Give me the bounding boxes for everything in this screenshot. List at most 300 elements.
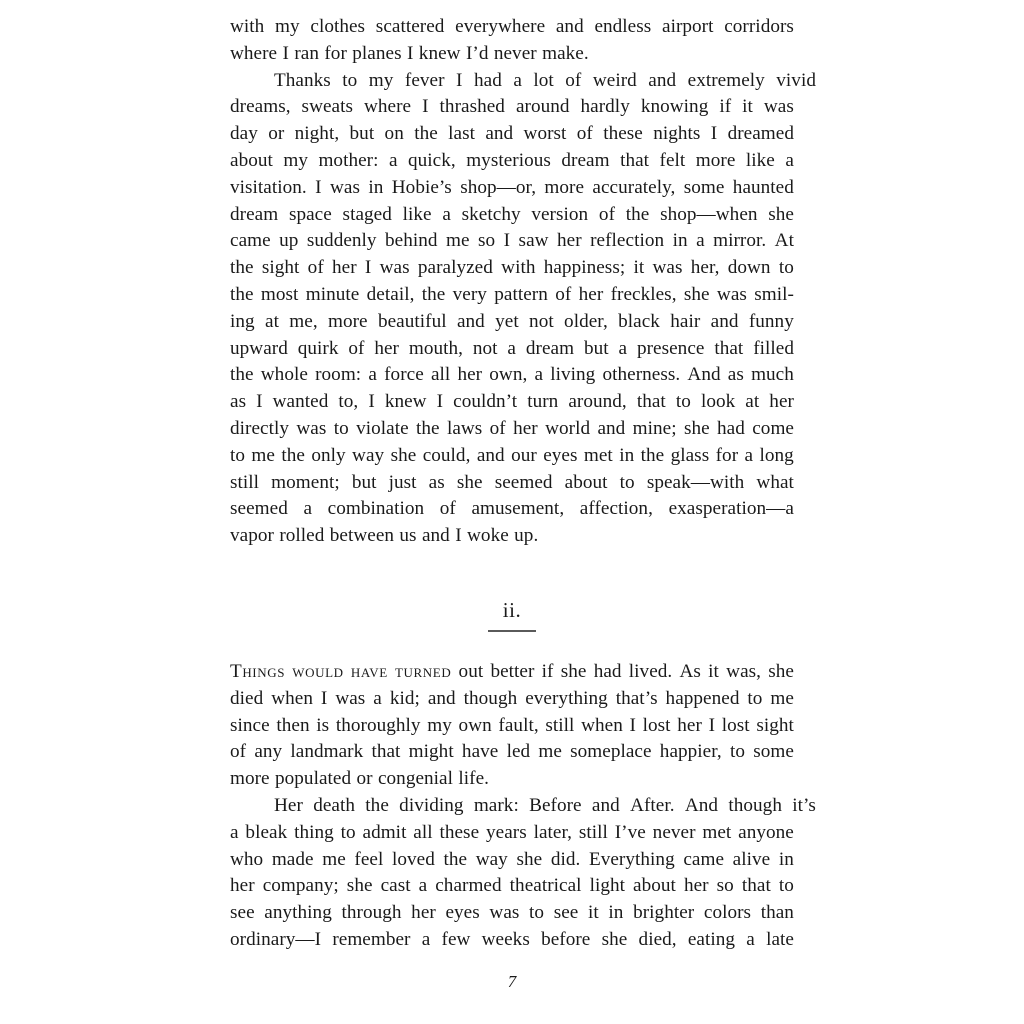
word: everywhere — [455, 16, 546, 37]
word: led — [506, 741, 531, 763]
text-line — [230, 309, 794, 336]
word: mother: — [318, 150, 379, 171]
word: though — [728, 795, 782, 816]
word: I — [320, 687, 328, 709]
word: and — [456, 310, 485, 332]
word: a — [534, 364, 544, 386]
word: happiness; — [543, 257, 626, 279]
word: like — [745, 150, 775, 171]
word: that — [636, 391, 666, 413]
word: it — [588, 902, 599, 924]
word: about — [633, 875, 676, 897]
word: and — [710, 310, 739, 332]
word: in — [778, 848, 794, 870]
word: and — [555, 16, 584, 37]
word: a — [373, 687, 382, 709]
word: laws — [446, 418, 483, 439]
word: Her — [274, 795, 303, 816]
word: met — [583, 444, 613, 466]
word: she — [683, 284, 710, 305]
word: her — [683, 875, 709, 897]
word: the — [230, 284, 254, 305]
word: eyes — [543, 444, 578, 466]
word: accurately, — [592, 176, 676, 198]
word: sight — [261, 257, 300, 279]
word: anything — [264, 902, 332, 924]
word: shop—or, — [460, 176, 537, 198]
word: never — [493, 42, 537, 64]
word: to — [729, 741, 746, 763]
word: glass — [670, 444, 710, 466]
word: couldn’t — [453, 391, 518, 413]
word: I’ve — [614, 821, 646, 843]
word: cast — [380, 875, 411, 897]
word: mysterious — [466, 150, 551, 171]
word: she — [768, 203, 794, 225]
word: fever — [404, 69, 445, 91]
word: haunted — [732, 176, 794, 198]
word: staged — [342, 203, 392, 225]
word: the — [640, 444, 665, 466]
word: planes — [352, 42, 402, 64]
word: few — [441, 929, 471, 950]
word: alive — [732, 848, 771, 870]
word: when — [271, 687, 313, 709]
word: weird — [592, 69, 637, 91]
word: last — [448, 123, 475, 145]
word: she — [456, 471, 483, 493]
word: congenial — [377, 768, 454, 790]
word: her — [769, 391, 794, 413]
word: quirk — [297, 337, 339, 359]
word: all — [430, 364, 451, 386]
word: what — [756, 471, 794, 493]
word: night, — [294, 123, 340, 145]
word: whole — [260, 364, 308, 386]
word: my — [275, 16, 300, 37]
word: eyes — [445, 902, 480, 924]
word: it — [742, 96, 753, 118]
word: any — [254, 741, 283, 763]
word: vapor — [230, 525, 274, 547]
word: knew — [418, 42, 461, 64]
word: was — [763, 96, 794, 118]
word: company; — [262, 875, 339, 897]
word: to — [340, 821, 356, 843]
word: I — [503, 230, 511, 252]
word: woke — [467, 525, 509, 547]
word: dividing — [399, 795, 464, 816]
word: I — [436, 391, 444, 413]
word: a — [785, 150, 794, 171]
word: and — [427, 687, 456, 709]
word: not — [529, 310, 554, 332]
section-divider-rule — [488, 630, 536, 632]
word: a — [368, 364, 377, 386]
word: extremely — [687, 69, 765, 91]
word: was — [652, 257, 683, 279]
word: the — [421, 284, 446, 305]
word: had — [717, 418, 745, 439]
word: hardly — [580, 96, 630, 118]
word: remember — [332, 929, 411, 950]
word: late — [766, 929, 794, 950]
word: look — [700, 391, 736, 413]
word: her — [578, 284, 604, 305]
word: own — [458, 714, 492, 736]
word: I — [710, 123, 718, 145]
word: beautiful — [377, 310, 447, 332]
word: was — [296, 418, 327, 439]
word: loved — [391, 848, 435, 870]
word: paralyzed — [417, 257, 493, 279]
word: who — [230, 848, 264, 870]
word: turn — [527, 391, 559, 413]
word: some — [683, 176, 725, 198]
word: living — [550, 364, 596, 386]
word: I — [456, 69, 463, 91]
word: dream — [230, 203, 279, 225]
word: a — [618, 337, 628, 359]
word: sketchy — [461, 203, 521, 225]
word: just — [388, 471, 417, 493]
word: it — [633, 257, 645, 279]
word: someplace — [570, 741, 652, 763]
word: I — [422, 96, 429, 118]
word: the — [414, 123, 438, 145]
word: but — [349, 123, 375, 145]
word: suddenly — [306, 230, 377, 252]
word: charmed — [435, 875, 502, 897]
text-line — [252, 793, 816, 820]
word: a — [421, 929, 431, 950]
word: I — [368, 391, 375, 413]
word: up — [279, 230, 299, 252]
word: upward — [230, 337, 288, 359]
word: that — [714, 337, 744, 359]
word: that — [741, 875, 771, 897]
word: Hobie’s — [391, 176, 452, 198]
word: a — [230, 821, 239, 843]
text-line — [230, 336, 794, 363]
word: a — [303, 498, 313, 520]
word: knowing — [640, 96, 709, 118]
word: to — [342, 69, 358, 91]
word: feel — [354, 848, 384, 870]
word: I’d — [465, 42, 489, 64]
word: she — [768, 661, 794, 682]
word: to — [619, 471, 635, 493]
section-break — [230, 596, 794, 632]
word: seemed — [494, 471, 553, 493]
word: make. — [542, 42, 589, 64]
word: a — [418, 875, 428, 897]
word: in — [619, 444, 635, 466]
text-line — [230, 820, 794, 847]
word: mine; — [632, 418, 677, 439]
word: violate — [356, 418, 409, 439]
word: so — [716, 875, 734, 897]
word: more — [695, 150, 736, 171]
word: a — [696, 230, 705, 252]
word: than — [760, 902, 794, 924]
word: hair — [670, 310, 701, 332]
text-line — [230, 416, 794, 443]
word: me — [770, 687, 794, 709]
word: around — [515, 96, 570, 118]
word: thoroughly — [335, 714, 421, 736]
word: As — [679, 661, 701, 682]
word: turned — [394, 661, 452, 682]
word: mark: — [473, 795, 519, 816]
word: like — [402, 203, 432, 225]
word: died, — [638, 929, 677, 950]
word: a — [746, 929, 755, 950]
word: in — [672, 230, 688, 252]
word: a — [513, 69, 522, 91]
word: she — [390, 444, 417, 466]
word: shop—when — [660, 203, 758, 225]
word: did. — [550, 848, 581, 870]
word: have — [461, 741, 499, 763]
word: more — [544, 176, 585, 198]
word: worst — [523, 123, 567, 145]
word: me — [322, 848, 346, 870]
word: And — [687, 364, 721, 386]
word: of — [439, 498, 456, 520]
text-line — [230, 927, 794, 954]
word: light — [589, 875, 626, 897]
word: then — [276, 714, 310, 736]
word: endless — [594, 16, 652, 37]
word: a — [507, 337, 516, 359]
word: of — [598, 203, 616, 225]
word: she — [601, 929, 628, 950]
word: force — [384, 364, 424, 386]
word: never — [652, 821, 696, 843]
word: and — [485, 123, 514, 145]
word: ran — [294, 42, 319, 64]
word: At — [774, 230, 794, 252]
text-line — [230, 739, 794, 766]
word: me — [538, 741, 562, 763]
word: kid; — [389, 687, 420, 709]
word: of — [555, 284, 572, 305]
word: of — [230, 741, 247, 763]
word: pattern — [494, 284, 548, 305]
word: and — [476, 444, 505, 466]
word: was — [379, 257, 410, 279]
word: eating — [687, 929, 736, 950]
text-line — [230, 443, 794, 470]
word: was — [489, 902, 520, 924]
word: could, — [422, 444, 471, 466]
word: ing — [230, 310, 255, 332]
word: in — [608, 902, 624, 924]
word: was, — [726, 661, 762, 682]
word: my — [283, 150, 308, 171]
word: to, — [338, 391, 359, 413]
word: these — [603, 123, 643, 145]
word: still — [578, 821, 608, 843]
page-number-folio: 7 — [507, 972, 517, 991]
word: to — [747, 687, 763, 709]
word: though — [463, 687, 518, 709]
word: through — [341, 902, 402, 924]
word: her — [457, 364, 483, 386]
word: version — [531, 203, 589, 225]
word: the — [281, 444, 305, 466]
word: as — [428, 471, 445, 493]
word: would — [292, 661, 344, 682]
word: a — [388, 150, 398, 171]
text-line — [230, 175, 794, 202]
word: I — [406, 42, 414, 64]
word: weeks — [481, 929, 530, 950]
word: theatrical — [509, 875, 582, 897]
word: death — [313, 795, 356, 816]
word: happened — [665, 687, 740, 709]
word: I — [708, 714, 716, 736]
word: as — [230, 391, 247, 413]
word: way — [352, 444, 385, 466]
word: the — [230, 364, 254, 386]
text-line — [230, 766, 794, 793]
word: presence — [636, 337, 705, 359]
word: Things — [230, 661, 286, 682]
word: me — [251, 444, 275, 466]
word: her — [332, 257, 357, 279]
word: to — [333, 418, 349, 439]
word: up. — [514, 525, 539, 547]
word: very — [452, 284, 487, 305]
text-line — [252, 68, 816, 95]
word: about — [564, 471, 608, 493]
word: knew — [384, 391, 427, 413]
word: dream — [561, 150, 610, 171]
word: down — [727, 257, 771, 279]
word: room: — [315, 364, 362, 386]
word: wanted — [272, 391, 329, 413]
word: when — [581, 714, 623, 736]
text-line — [230, 847, 794, 874]
word: landmark — [290, 741, 364, 763]
word: corridors — [724, 16, 794, 37]
word: the — [443, 848, 468, 870]
word: mouth, — [408, 337, 463, 359]
word: scattered — [375, 16, 445, 37]
word: if — [719, 96, 732, 118]
word: her — [374, 337, 399, 359]
word: my — [368, 69, 394, 91]
word: the — [230, 257, 254, 279]
word: After. — [630, 795, 675, 816]
word: vivid — [776, 69, 816, 91]
word: her — [411, 902, 436, 924]
word: a — [744, 444, 754, 466]
word: that — [371, 741, 401, 763]
word: around, — [568, 391, 627, 413]
word: my — [427, 714, 452, 736]
word: seemed — [230, 498, 288, 520]
word: she — [346, 875, 373, 897]
word: ordinary—I — [230, 929, 322, 950]
word: if — [541, 661, 554, 682]
word: amusement, — [471, 498, 565, 520]
word: it’s — [792, 795, 816, 816]
word: in — [368, 176, 384, 198]
word: that’s — [615, 687, 658, 709]
text-line — [230, 686, 794, 713]
word: airport — [662, 16, 714, 37]
word: I — [629, 714, 636, 736]
word: of — [489, 418, 506, 439]
text-line — [230, 873, 794, 900]
word: filled — [753, 337, 794, 359]
word: affection, — [579, 498, 653, 520]
word: since — [230, 714, 270, 736]
text-line — [230, 14, 794, 41]
word: come — [752, 418, 794, 439]
word: of — [565, 69, 582, 91]
word: and — [597, 418, 626, 439]
word: she — [560, 661, 587, 682]
word: to — [675, 391, 691, 413]
word: was — [716, 284, 747, 305]
word: everything — [525, 687, 608, 709]
text-line — [230, 228, 794, 255]
word: I — [364, 257, 372, 279]
word: but — [583, 337, 609, 359]
word: populated — [275, 768, 352, 790]
word: but — [351, 471, 377, 493]
text-line — [230, 362, 794, 389]
text-line — [230, 470, 794, 497]
word: much — [751, 364, 794, 386]
word: me, — [289, 310, 318, 332]
word: lived. — [628, 661, 673, 682]
word: brighter — [633, 902, 695, 924]
word: more — [328, 310, 368, 332]
word: I — [256, 391, 263, 413]
word: came — [683, 848, 725, 870]
word: I — [315, 176, 322, 198]
word: colors — [703, 902, 752, 924]
word: saw — [518, 230, 549, 252]
text-line — [230, 713, 794, 740]
word: where — [364, 96, 412, 118]
text-line — [230, 659, 794, 686]
word: for — [715, 444, 739, 466]
word: lot — [533, 69, 554, 91]
word: before — [541, 929, 591, 950]
word: me — [446, 230, 470, 252]
text-line — [230, 121, 794, 148]
word: all — [413, 821, 433, 843]
word: her — [230, 875, 255, 897]
word: thing — [294, 821, 334, 843]
word: her, — [690, 257, 720, 279]
word: so — [478, 230, 496, 252]
word: only — [311, 444, 346, 466]
word: where — [230, 42, 278, 64]
word: rolled — [279, 525, 325, 547]
word: exasperation—a — [668, 498, 794, 520]
word: have — [350, 661, 388, 682]
word: that — [620, 150, 650, 171]
word: sight — [756, 714, 794, 736]
word: at — [265, 310, 279, 332]
